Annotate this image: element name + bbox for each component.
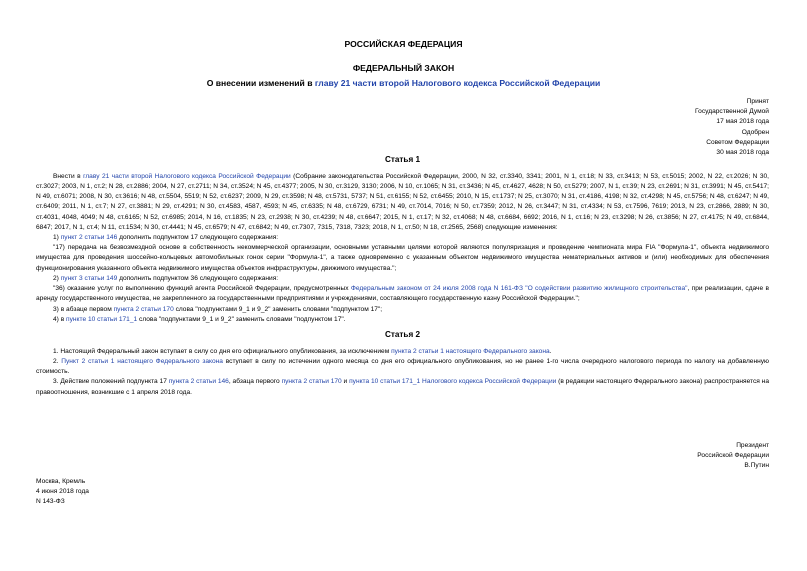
item-4 bbox=[36, 315, 769, 325]
item-2 bbox=[36, 274, 769, 284]
art2-item-1-text: 1. Настоящий Федеральный закон вступает в силу со дня его официального опубликования, за исключением bbox=[53, 347, 392, 355]
art2-item-3-text-a: 3. Действие положений подпункта 17 bbox=[53, 378, 169, 386]
item-3-text-a: 3) в абзаце первом bbox=[53, 305, 114, 313]
quote-2-link[interactable]: Федеральным законом от 24 июля 2008 года N 161-ФЗ "О содействии развитию жилищного строительства" bbox=[350, 285, 688, 293]
art2-item-1-end: . bbox=[549, 347, 552, 355]
quote-2-text-b: , при реализации, сдаче в аренду государственного имущества, не закрепленного за государственными предприятиями и учреждениями, составляющего государственную казну Российской Федерации."; bbox=[36, 285, 769, 303]
footer-place: Москва, Кремль bbox=[36, 478, 86, 485]
art2-item-3-text-d: (в редакции настоящего Федерального закона) распространяется на правоотношения, возникшие с 1 апреля 2018 года. bbox=[36, 378, 769, 396]
art2-item-3-link-3[interactable]: пункта 10 статьи 171_1 Налогового кодекса Российской Федерации bbox=[349, 378, 557, 386]
item-2-text: дополнить подпунктом 36 следующего содержания: bbox=[117, 274, 279, 282]
item-1 bbox=[36, 233, 769, 243]
footer-number: N 143-ФЗ bbox=[36, 498, 65, 506]
item-2-link[interactable]: пункт 3 статьи 149 bbox=[60, 274, 118, 282]
art2-item-3 bbox=[36, 377, 769, 397]
art2-item-2 bbox=[36, 357, 769, 377]
quote-2-text-a: "36) оказание услуг по выполнению функций агента Российской Федерации, предусмотренных bbox=[53, 285, 351, 293]
intro-text-a: Внести в bbox=[53, 172, 84, 180]
adopted-date: 17 мая 2018 года bbox=[716, 118, 769, 126]
signature-title: Президент bbox=[736, 442, 769, 449]
law-title-link[interactable]: главу 21 части второй Налогового кодекса Российской Федерации bbox=[314, 78, 601, 88]
art2-item-3-link-2[interactable]: пункта 2 статьи 170 bbox=[281, 378, 342, 386]
signature-name: В.Путин bbox=[744, 462, 769, 470]
adopted-by: Государственной Думой bbox=[695, 108, 769, 116]
item-3-link[interactable]: пункта 2 статьи 170 bbox=[113, 305, 174, 313]
art2-item-3-text-b: , абзаца первого bbox=[228, 378, 282, 386]
item-1-num: 1) bbox=[53, 234, 61, 242]
art2-item-2-link[interactable]: Пункт 2 статьи 1 настоящего Федерального закона bbox=[61, 357, 223, 365]
item-4-link[interactable]: пункте 10 статьи 171_1 bbox=[66, 315, 138, 323]
article-2-heading: Статья 2 bbox=[384, 329, 421, 339]
art2-item-2-num: 2. bbox=[53, 357, 62, 365]
art2-item-3-text-c: и bbox=[341, 378, 350, 386]
art2-item-1 bbox=[36, 347, 769, 357]
item-2-num: 2) bbox=[53, 274, 61, 282]
item-3-text-b: слова "подпунктами 9_1 и 9_2" заменить словами "подпунктом 17"; bbox=[173, 305, 383, 313]
adoption-block bbox=[695, 97, 769, 158]
approved-date: 30 мая 2018 года bbox=[716, 149, 769, 157]
item-3 bbox=[36, 305, 769, 315]
item-4-text-b: слова "подпунктами 9_1 и 9_2" заменить словами "подпунктом 17". bbox=[137, 315, 346, 323]
law-title bbox=[0, 77, 807, 90]
approved-by: Советом Федерации bbox=[706, 138, 769, 146]
signature-country: Российской Федерации bbox=[697, 452, 769, 460]
law-type-heading: ФЕДЕРАЛЬНЫЙ ЗАКОН bbox=[352, 63, 455, 73]
footer-block bbox=[36, 477, 89, 508]
article-1-heading: Статья 1 bbox=[384, 155, 421, 164]
item-4-text-a: 4) в bbox=[53, 315, 67, 323]
adopted-label: Принят bbox=[746, 98, 769, 105]
approved-label: Одобрен bbox=[741, 128, 769, 136]
law-title-text: О внесении изменений в bbox=[206, 78, 315, 88]
art2-item-3-link-1[interactable]: пункта 2 статьи 146 bbox=[168, 378, 229, 386]
intro-link[interactable]: главу 21 части второй Налогового кодекса Российской Федерации bbox=[83, 172, 291, 180]
art2-item-1-link[interactable]: пункта 2 статьи 1 настоящего Федерального закона bbox=[391, 347, 550, 355]
quote-2 bbox=[36, 284, 769, 304]
item-1-link[interactable]: пункт 2 статьи 146 bbox=[60, 234, 118, 242]
article-1 bbox=[36, 154, 769, 398]
intro-text-b: (Собрание законодательства Российской Федерации, 2000, N 32, ст.3340, 3341; 2001, N 1, ст.18; N 33, ст.3413; N 53, ст.5015; 2002, N 22, ст.2026; N 30, ст.3027; 2003, N 1, ст.2; N 28, ст.2886; 2004, N 27, ст.2711; N 34, ст.3524; N 45, ст.4377; 2005, N 30, ст.3129, 3130; 2006, N 10, ст.1065; N 31, ст.3436; N 45, ст.4627, 4628; N 50, ст.5279; 2007, N 1, ст.39; N 23, ст.2691; N 31, ст.3991; N 45, ст.5417; N 49, ст.6071; 2008, N 30, ст.3616; N 48, ст.5504, 5519; N 52, ст.6237; 2009, N 29, ст.3598; N 48, ст.5731, 5737; N 51, ст.6155; N 52, ст.6455; 2010, N 15, ст.1737; N 25, ст.3070; N 31, ст.4186, 4198; N 32, ст.4298; N 45, ст.5756; N 48, ст.6247; N 49, ст.6409; 2011, N 1, ст.7; N 27, ст.3881; N 29, ст.4291; N 30, ст.4583, 4587, 4593; N 45, ст.6335; N 48, ст.6729, 6731; N 49, ст.7014, 7016; N 50, ст.7359; 2012, N 26, ст.3447; N 31, ст.4334; N 53, ст.7596, 7619; 2013, N 23, ст.2866, 2889; N 30, ст.4031, 4048, 4049; N 48, ст.6165; N 52, ст.6985; 2014, N 16, ст.1835; N 23, ст.2938; N 30, ст.4239; N 48, ст.6647; 2015, N 1, ст.17; N 32, ст.4068; N 48, ст.6684, 6692; 2016, N 1, ст.16; N 23, ст.3298; N 26, ст.3856; N 27, ст.4175; N 49, ст.6844, 6847; 2017, N 1, ст.4; N 11, ст.1534; N 30, ст.4441; N 45, ст.6579; N 47, ст.6842; N 49, ст.7307, 7315, 7318, 7323; 2018, N 1, ст.50; N 18, ст.2565, 2568) следующие изменения: bbox=[36, 172, 769, 231]
quote-1: "17) передача на безвозмездной основе в собственность некоммерческой организации, основными уставными целями которой являются популяризация и проведение чемпионата мира FIA "Формула-1", объекта недвижимого имущества для проведения шоссейно-кольцевых автомобильных гонок серии "Формула-1", а также одновременно с указанным объектом недвижимого имущества нематериальных активов и (или) необходимых для обеспечения функционирования указанного объекта недвижимого имущества объектов инфраструктуры, движимого имущества."; bbox=[36, 244, 769, 272]
article-1-intro bbox=[36, 172, 769, 233]
art2-item-2-text: вступает в силу по истечении одного месяца со дня его официального опубликования, но не ранее 1-го числа очередного налогового периода по налогу на добавленную стоимость. bbox=[36, 357, 769, 376]
footer-date: 4 июня 2018 года bbox=[36, 488, 89, 496]
signature-block bbox=[697, 441, 769, 472]
country-heading: РОССИЙСКАЯ ФЕДЕРАЦИЯ bbox=[344, 39, 463, 49]
item-1-text: дополнить подпунктом 17 следующего содержания: bbox=[117, 234, 279, 242]
